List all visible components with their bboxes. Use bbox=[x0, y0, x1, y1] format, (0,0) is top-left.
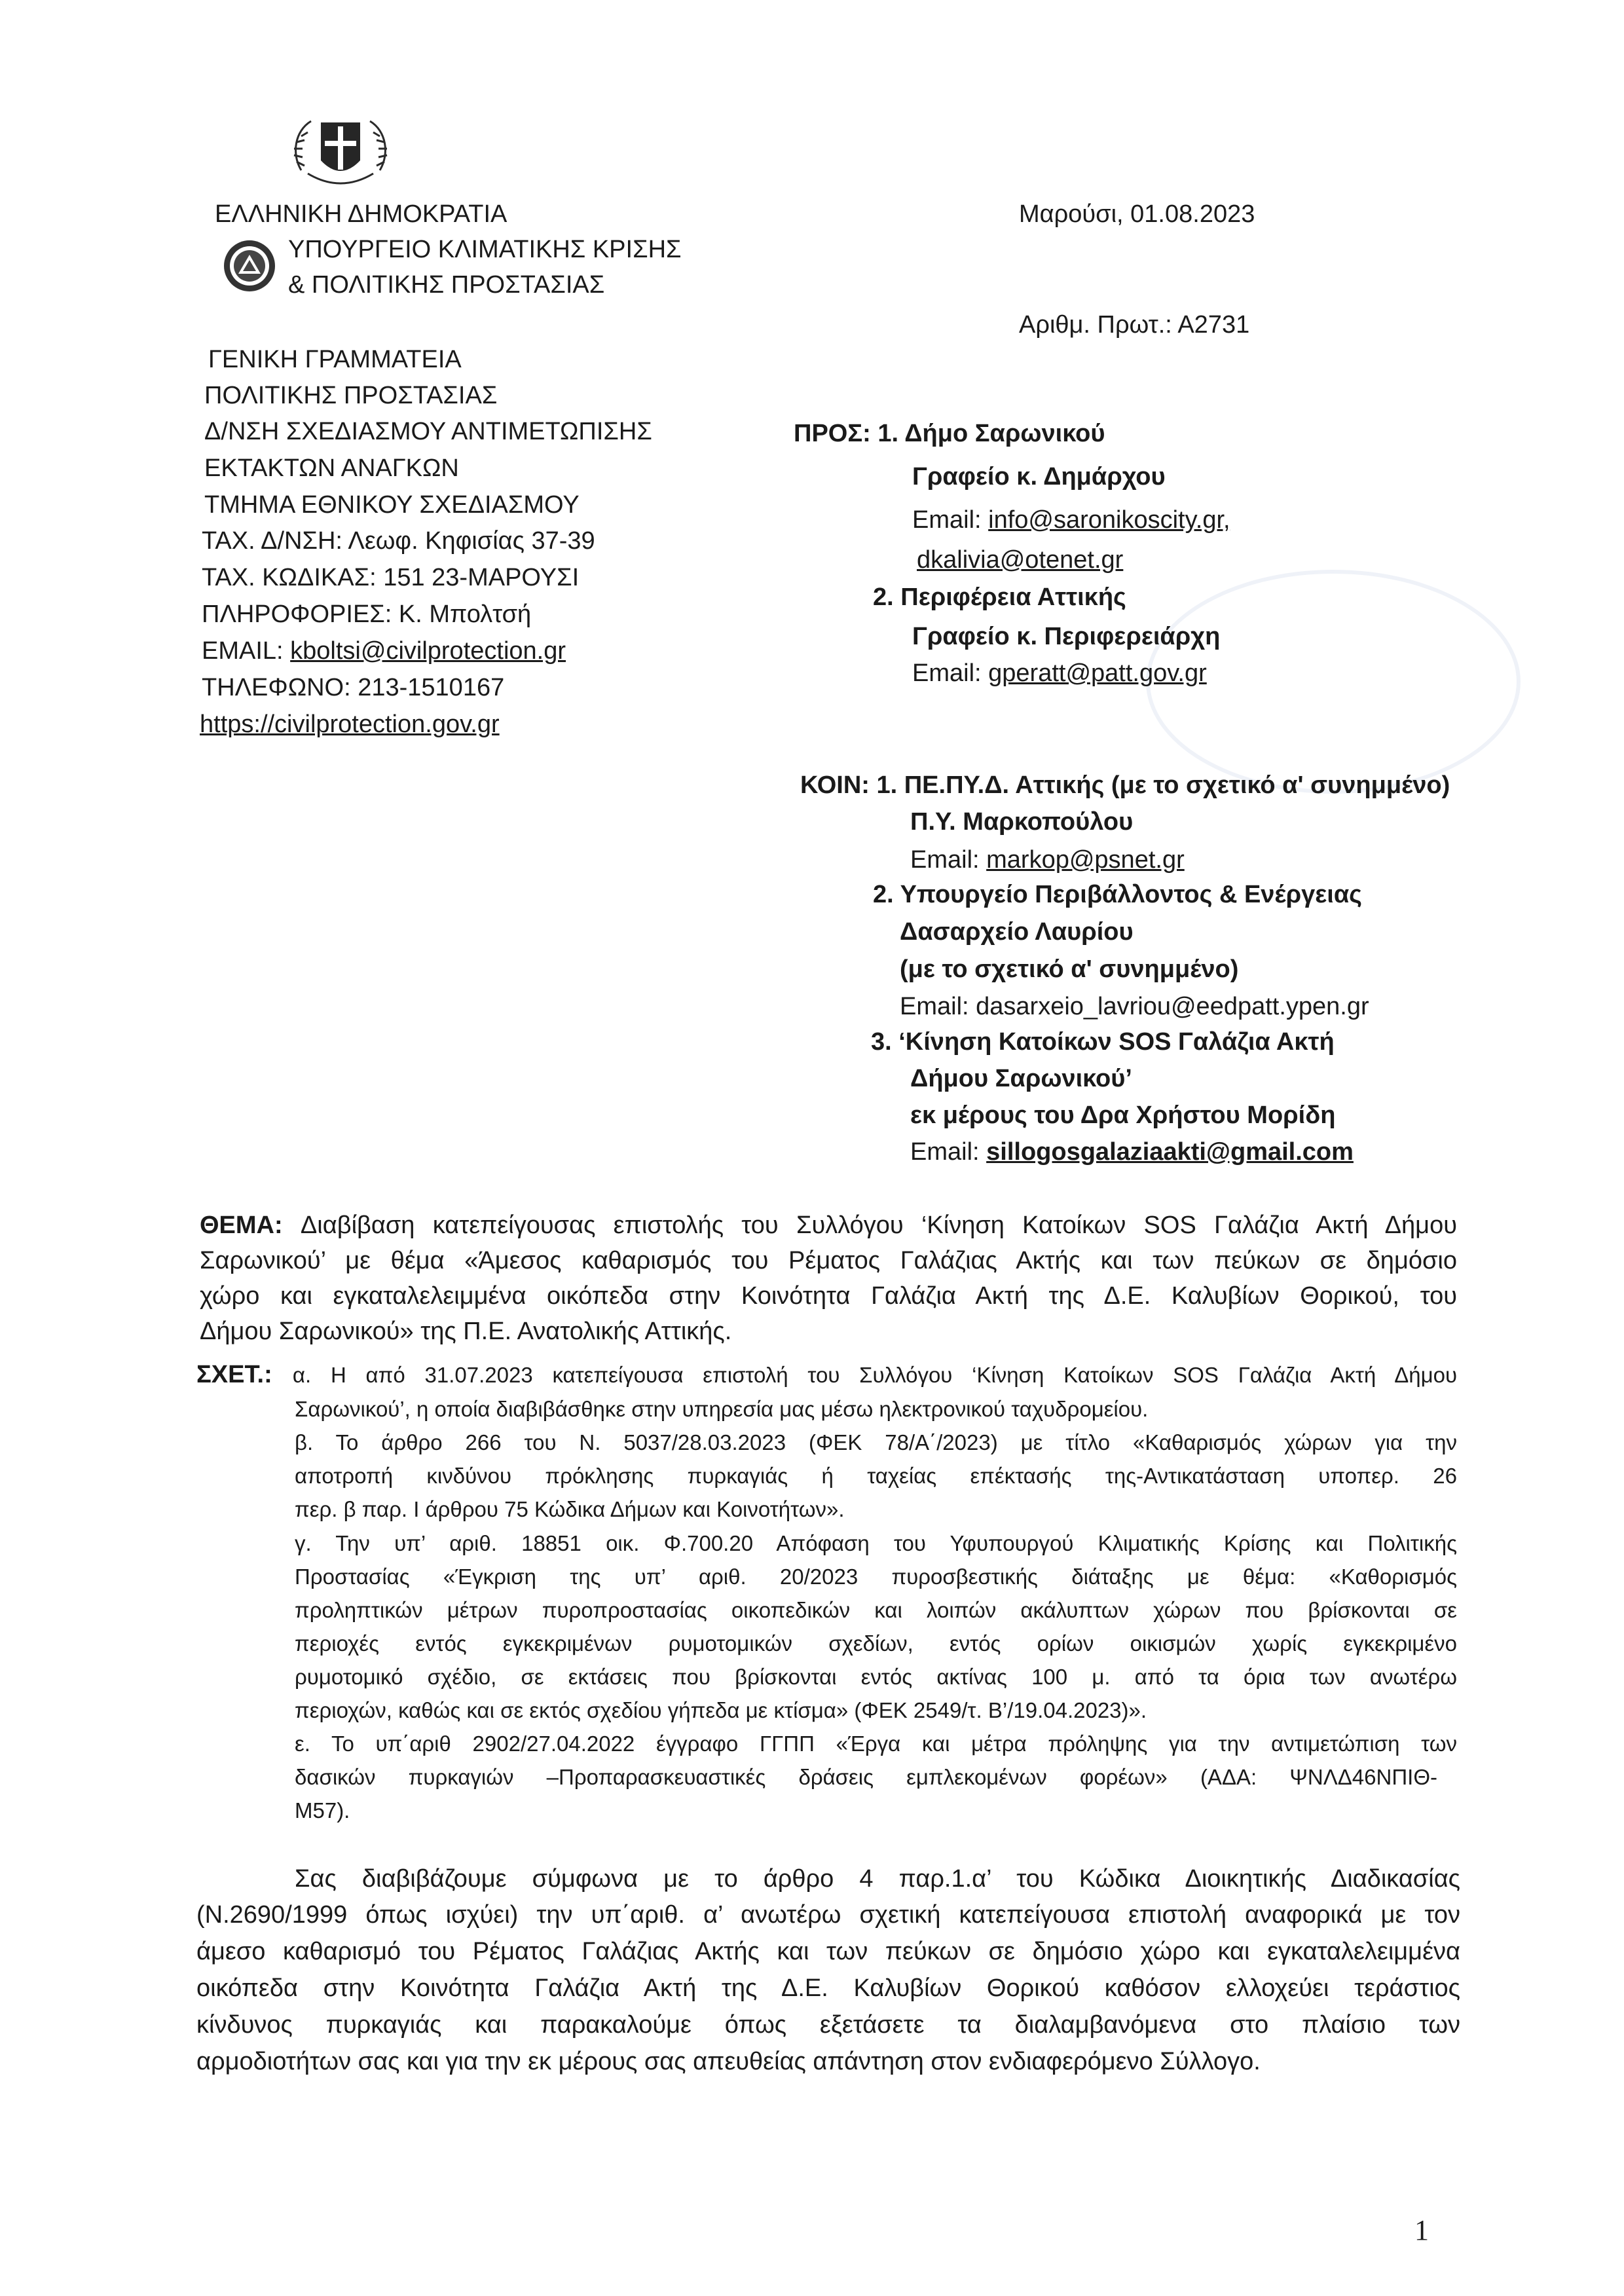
cc-2-line-3: (με το σχετικό α' συνημμένο) bbox=[900, 955, 1239, 983]
cc-2-email[interactable]: dasarxeio_lavriou@eedpatt.ypen.gr bbox=[976, 993, 1369, 1020]
cc-1-email-line: Email: markop@psnet.gr bbox=[910, 846, 1185, 874]
reference-e-line-1: ε. Το υπ΄αριθ 2902/27.04.2022 έγγραφο ΓΓΠΠ «Έργα και μέτρα πρόληψης για την αντιμετώπιση των bbox=[295, 1731, 1457, 1756]
cc-3-line-3: εκ μέρους του Δρα Χρήστου Μορίδη bbox=[910, 1102, 1336, 1129]
ministry-line-2: & ΠΟΛΙΤΙΚΗΣ ΠΡΟΣΤΑΣΙΑΣ bbox=[288, 271, 605, 299]
reference-c-line-3: προληπτικών μέτρων πυροπροστασίας οικοπεδικών και λοιπών ακάλυπτων χώρων που βρίσκονται σε bbox=[295, 1598, 1457, 1622]
phone-line: ΤΗΛΕΦΩΝΟ: 213-1510167 bbox=[202, 674, 505, 701]
republic-title: ΕΛΛΗΝΙΚΗ ΔΗΜΟΚΡΑΤΙΑ bbox=[215, 200, 507, 228]
recipient-2-email[interactable]: gperatt@patt.gov.gr bbox=[988, 659, 1207, 687]
dept-line-5: ΤΜΗΜΑ ΕΘΝΙΚΟΥ ΣΧΕΔΙΑΣΜΟΥ bbox=[204, 491, 580, 519]
reference-e-line-2: δασικών πυρκαγιών –Προπαρασκευαστικές δράσεις εμπλεκομένων φορέων» (ΑΔΑ: ΨΝΛΔ46ΝΠΙΘ- bbox=[295, 1765, 1437, 1789]
reference-c-line-1: γ. Την υπ’ αριθ. 18851 οικ. Φ.700.20 Απόφαση του Υφυπουργού Κλιματικής Κρίσης και Πολιτικής bbox=[295, 1531, 1457, 1555]
protocol-number: Αριθμ. Πρωτ.: Α2731 bbox=[1019, 311, 1250, 339]
reference-c-line-6: περιοχών, καθώς και σε εκτός σχεδίου γήπεδα με κτίσμα» (ΦΕΚ 2549/τ. Β’/19.04.2023)». bbox=[295, 1698, 1147, 1722]
cc-2-email-line: Email: dasarxeio_lavriou@eedpatt.ypen.gr bbox=[900, 993, 1369, 1020]
dept-line-2: ΠΟΛΙΤΙΚΗΣ ΠΡΟΣΤΑΣΙΑΣ bbox=[204, 382, 498, 409]
body-line-6: αρμοδιοτήτων σας και για την εκ μέρους σας απευθείας απάντηση στον ενδιαφερόμενο Σύλλογο. bbox=[196, 2048, 1261, 2075]
reference-c-line-4: περιοχές εντός εγκεκριμένων ρυμοτομικών σχεδίων, εντός ορίων οικισμών χωρίς εγκεκριμένο bbox=[295, 1631, 1457, 1656]
recipient-2-name: 2. Περιφέρεια Αττικής bbox=[873, 583, 1126, 611]
civil-protection-logo-icon bbox=[223, 239, 276, 293]
reference-b-line-3: περ. β παρ. Ι άρθρου 75 Κώδικα Δήμων και Κοινοτήτων». bbox=[295, 1497, 845, 1521]
body-line-1: Σας διαβιβάζουμε σύμφωνα με το άρθρο 4 παρ.1.α’ του Κώδικα Διοικητικής Διαδικασίας bbox=[295, 1865, 1460, 1893]
subject-label: ΘΕΜΑ: bbox=[200, 1212, 301, 1239]
cc-3-line-1: 3. ‘Κίνηση Κατοίκων SOS Γαλάζια Ακτή bbox=[871, 1028, 1335, 1056]
subject-line-2: Σαρωνικού’ με θέμα «Άμεσος καθαρισμός του Ρέματος Γαλάζιας Ακτής και των πεύκων σε δημόσιο bbox=[200, 1247, 1457, 1274]
cc-3-email-line: Email: sillogosgalaziaakti@gmail.com bbox=[910, 1138, 1354, 1166]
body-line-5: κίνδυνος πυρκαγιάς και παρακαλούμε όπως εξετάσετε τα διαλαμβανόμενα στο πλαίσιο των bbox=[196, 2011, 1460, 2039]
references-label: ΣΧΕΤ.: bbox=[196, 1361, 293, 1388]
reference-a-line-2: Σαρωνικού’, η οποία διαβιβάσθηκε στην υπηρεσία μας μέσω ηλεκτρονικού ταχυδρομείου. bbox=[295, 1397, 1149, 1421]
body-line-2: (Ν.2690/1999 όπως ισχύει) την υπ΄αριθ. α’ ανωτέρω σχετική κατεπείγουσα επιστολή αναφορικά με τον bbox=[196, 1901, 1460, 1929]
cc-3-line-2: Δήμου Σαρωνικού’ bbox=[910, 1065, 1132, 1092]
recipient-2-email-line: Email: gperatt@patt.gov.gr bbox=[912, 659, 1207, 687]
page-number: 1 bbox=[1414, 2214, 1429, 2246]
greek-coat-of-arms-icon bbox=[288, 108, 393, 196]
cc-3-email[interactable]: sillogosgalaziaakti@gmail.com bbox=[986, 1138, 1354, 1166]
postal-code: ΤΑΧ. ΚΩΔΙΚΑΣ: 151 23-ΜΑΡΟΥΣΙ bbox=[202, 564, 580, 591]
reference-c-line-5: ρυμοτομικό σχέδιο, σε εκτάσεις που βρίσκονται εντός ακτίνας 100 μ. από τα όρια των ανωτέρω bbox=[295, 1665, 1457, 1689]
reference-b-line-2: αποτροπή κινδύνου πρόκλησης πυρκαγιάς ή ταχείας επέκτασής της-Αντικατάσταση υποπερ. 26 bbox=[295, 1464, 1457, 1488]
email-label: EMAIL: bbox=[202, 637, 291, 665]
subject-line-3: χώρο και εγκαταλελειμμένα οικόπεδα στην Κοινότητα Γαλάζια Ακτή της Δ.Ε. Καλυβίων Θορικού, του bbox=[200, 1282, 1457, 1310]
dept-line-4: ΕΚΤΑΚΤΩΝ ΑΝΑΓΚΩΝ bbox=[204, 454, 459, 482]
info-contact: ΠΛΗΡΟΦΟΡΙΕΣ: Κ. Μπολτσή bbox=[202, 601, 532, 628]
recipient-1-office: Γραφείο κ. Δημάρχου bbox=[912, 463, 1166, 491]
cc-2-line-1: 2. Υπουργείο Περιβάλλοντος & Ενέργειας bbox=[873, 881, 1362, 908]
cc-2-line-2: Δασαρχείο Λαυρίου bbox=[900, 918, 1134, 946]
postal-address: ΤΑΧ. Δ/ΝΣΗ: Λεωφ. Κηφισίας 37-39 bbox=[202, 527, 595, 555]
reference-a-line-1: ΣΧΕΤ.: α. Η από 31.07.2023 κατεπείγουσα επιστολή του Συλλόγου ‘Κίνηση Κατοίκων SOS Γαλάζια Ακτή Δήμου bbox=[196, 1361, 1458, 1388]
reference-b-line-1: β. Το άρθρο 266 του Ν. 5037/28.03.2023 (ΦΕΚ 78/Α΄/2023) με τίτλο «Καθαρισμός χώρων για την bbox=[295, 1430, 1457, 1454]
sender-email-link[interactable]: kboltsi@civilprotection.gr bbox=[290, 637, 566, 665]
recipient-1-email-2[interactable]: dkalivia@otenet.gr bbox=[917, 546, 1124, 574]
subject-line-4: Δήμου Σαρωνικού» της Π.Ε. Ανατολικής Αττικής. bbox=[200, 1318, 732, 1345]
recipient-1-email-line: Email: info@saronikoscity.gr, bbox=[912, 506, 1230, 534]
dept-line-1: ΓΕΝΙΚΗ ΓΡΑΜΜΑΤΕΙΑ bbox=[208, 346, 462, 373]
cc-label: ΚΟΙΝ: bbox=[800, 771, 877, 799]
body-line-3: άμεσο καθαρισμό του Ρέματος Γαλάζιας Ακτής και των πεύκων σε δημόσιο χώρο και εγκαταλελειμμένα bbox=[196, 1938, 1460, 1965]
cc-1-line-1: ΚΟΙΝ: 1. ΠΕ.ΠΥ.Δ. Αττικής (με το σχετικό α' συνημμένο) bbox=[800, 771, 1450, 799]
cc-1-line-2: Π.Υ. Μαρκοπούλου bbox=[910, 808, 1134, 836]
email-line bbox=[202, 639, 566, 663]
body-line-4: οικόπεδα στην Κοινότητα Γαλάζια Ακτή της Δ.Ε. Καλυβίων Θορικού καθόσον ελλοχεύει τεράστιος bbox=[196, 1974, 1460, 2002]
place-date: Μαρούσι, 01.08.2023 bbox=[1019, 200, 1255, 228]
cc-1-email[interactable]: markop@psnet.gr bbox=[986, 846, 1185, 874]
dept-line-3: Δ/ΝΣΗ ΣΧΕΔΙΑΣΜΟΥ ΑΝΤΙΜΕΤΩΠΙΣΗΣ bbox=[204, 418, 652, 445]
reference-c-line-2: Προστασίας «Έγκριση της υπ’ αριθ. 20/2023 πυροσβεστικής διάταξης με θέμα: «Καθορισμός bbox=[295, 1565, 1457, 1589]
subject-line-1: ΘΕΜΑ: Διαβίβαση κατεπείγουσας επιστολής του Συλλόγου ‘Κίνηση Κατοίκων SOS Γαλάζια Ακτή Δήμου bbox=[200, 1212, 1457, 1239]
recipient-1-name: ΠΡΟΣ: 1. Δήμο Σαρωνικού bbox=[794, 420, 1105, 447]
ministry-line-1: ΥΠΟΥΡΓΕΙΟ ΚΛΙΜΑΤΙΚΗΣ ΚΡΙΣΗΣ bbox=[288, 236, 682, 263]
recipient-1-email-1[interactable]: info@saronikoscity.gr, bbox=[988, 506, 1230, 534]
to-label: ΠΡΟΣ: bbox=[794, 420, 878, 447]
website-link[interactable]: https://civilprotection.gov.gr bbox=[200, 711, 500, 738]
reference-e-line-3: Μ57). bbox=[295, 1798, 350, 1823]
recipient-2-office: Γραφείο κ. Περιφερειάρχη bbox=[912, 623, 1221, 650]
